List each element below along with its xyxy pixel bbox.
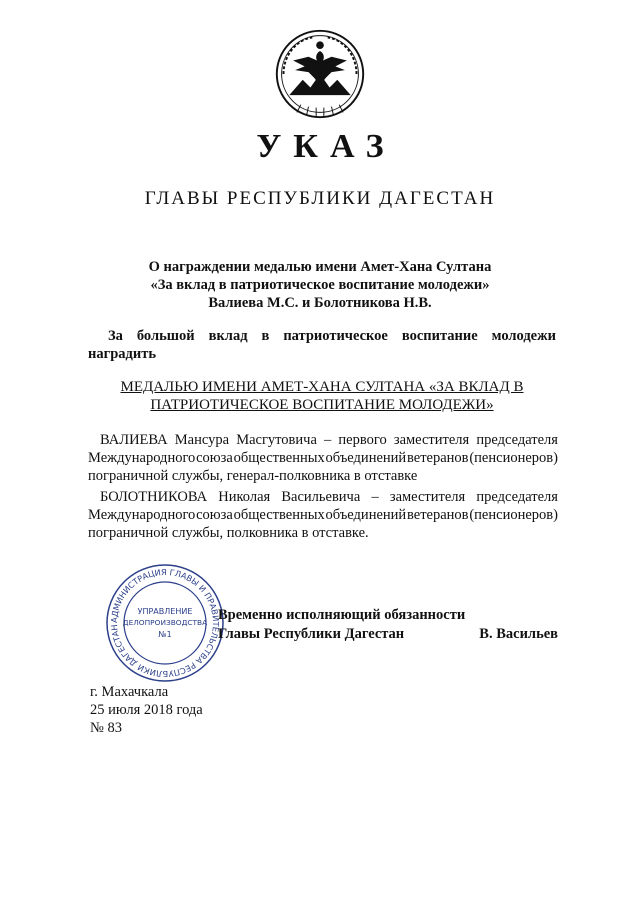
medal-line-2: ПАТРИОТИЧЕСКОЕ ВОСПИТАНИЕ МОЛОДЕЖИ» (150, 397, 494, 413)
stamp-text-line-2: ДЕЛОПРОИЗВОДСТВА (122, 618, 208, 627)
recipient-word: первого (338, 432, 387, 448)
recipient-word: председателя (476, 489, 558, 505)
award-line-1 (88, 327, 556, 345)
medal-name (88, 378, 556, 414)
stamp-text-line-3: №1 (158, 630, 172, 639)
recipient-word: заместителя (389, 489, 466, 505)
document-subtitle: ГЛАВЫ РЕСПУБЛИКИ ДАГЕСТАН (144, 188, 496, 209)
award-clause (88, 327, 556, 363)
recipient-word: Николая (218, 489, 271, 505)
recipient-word: – (371, 489, 379, 505)
award-word: вклад (208, 328, 248, 344)
city: г. Махачкала (90, 684, 169, 700)
document-number: № 83 (90, 720, 122, 736)
recipient-valiev (88, 431, 558, 485)
recipient-bolotnikov (88, 488, 558, 542)
official-stamp (104, 562, 226, 684)
recipient-word: председателя (476, 432, 558, 448)
heading-line-1: О награждении медалью имени Амет-Хана Султана (148, 259, 492, 275)
recipient-word: – (324, 432, 332, 448)
recipient-line-3: пограничной службы, полковника в отставке. (88, 525, 369, 541)
recipient-word: БОЛОТНИКОВА (100, 489, 208, 505)
award-word: За (108, 328, 123, 344)
recipient-word: ВАЛИЕВА (100, 432, 168, 448)
recipient-line-2: Международного союза общественных объединений ветеранов (пенсионеров) (88, 507, 558, 523)
heading-line-3: Валиева М.С. и Болотникова Н.В. (208, 295, 432, 311)
recipient-line-3: пограничной службы, генерал-полковника в отставке (88, 468, 418, 484)
recipient-word: Васильевича (281, 489, 361, 505)
stamp-ring-text: АДМИНИСТРАЦИЯ ГЛАВЫ И ПРАВИТЕЛЬСТВА РЕСПУБЛИКИ ДАГЕСТАН (108, 566, 222, 680)
heading-line-2: «За вклад в патриотическое воспитание молодежи» (150, 277, 490, 293)
recipient-word: заместителя (393, 432, 470, 448)
medal-line-1: МЕДАЛЬЮ ИМЕНИ АМЕТ-ХАНА СУЛТАНА «ЗА ВКЛАД В (120, 379, 524, 395)
decree-heading (100, 258, 540, 312)
recipient-word: Масгутовича (236, 432, 317, 448)
recipient-first-line (88, 488, 558, 506)
recipient-word: Мансура (174, 432, 230, 448)
signature-row (218, 625, 558, 644)
signature-office: Главы Республики Дагестан (218, 626, 405, 642)
coat-of-arms-emblem (272, 26, 368, 122)
award-word: патриотическое (283, 328, 388, 344)
award-word: молодежи (491, 328, 556, 344)
award-word: большой (136, 328, 195, 344)
award-word: в (261, 328, 270, 344)
signatory-name: В. Васильев (479, 626, 558, 642)
date: 25 июля 2018 года (90, 702, 203, 718)
signature-position: Временно исполняющий обязанности (218, 607, 466, 623)
stamp-text-line-1: УПРАВЛЕНИЕ (137, 607, 193, 616)
document-title: УКАЗ (256, 128, 396, 165)
award-line-2: наградить (88, 346, 156, 362)
document-footer (90, 683, 203, 737)
recipient-first-line (88, 431, 558, 449)
signature-block (218, 606, 558, 644)
recipients-list (88, 431, 558, 545)
award-word: воспитание (401, 328, 478, 344)
recipient-line-2: Международного союза общественных объединений ветеранов (пенсионеров) (88, 450, 558, 466)
